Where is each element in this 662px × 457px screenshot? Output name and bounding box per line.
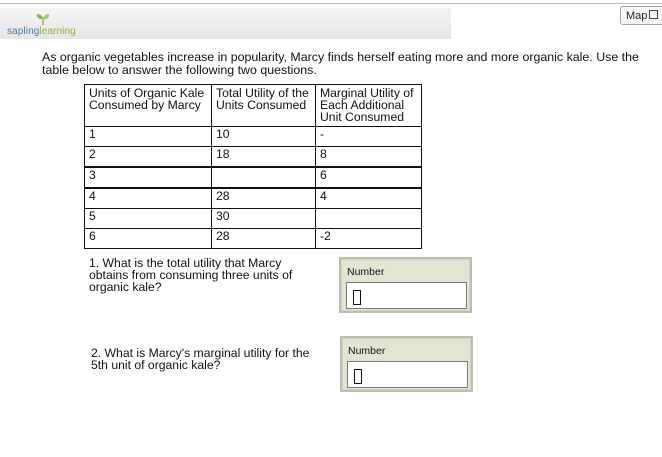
map-button-label: Map <box>626 10 648 22</box>
map-button[interactable] <box>620 6 662 25</box>
table-row <box>85 127 422 147</box>
cell-marginal: -2 <box>316 229 422 249</box>
top-divider <box>0 3 662 4</box>
table-row <box>85 167 422 188</box>
answer-label-1: Number <box>347 266 385 278</box>
sprout-icon <box>36 13 50 25</box>
cell-total: 28 <box>212 229 316 249</box>
answer-input-2[interactable] <box>347 361 468 388</box>
cell-total: 28 <box>212 188 316 209</box>
cell-units: 3 <box>85 167 212 188</box>
logo-text-sapling: sapling <box>7 26 40 37</box>
table-row <box>85 188 422 209</box>
question-2-text: 2. What is Marcy's marginal utility for the 5th unit of organic kale? <box>91 346 310 372</box>
header-total-utility: Total Utility of the Units Consumed <box>212 85 316 127</box>
cell-total: 18 <box>212 147 316 168</box>
answer-input-1[interactable] <box>346 282 467 309</box>
cell-marginal: 6 <box>316 167 422 188</box>
map-window-icon <box>649 10 658 19</box>
question-1-text: 1. What is the total utility that Marcy obtains from consuming three units of organic kale? <box>89 256 293 294</box>
logo-text-learning: learning <box>39 26 76 37</box>
cell-marginal: 8 <box>316 147 422 168</box>
cell-total <box>212 167 316 188</box>
answer-label-2: Number <box>348 345 386 357</box>
cell-units: 5 <box>85 209 212 229</box>
sapling-learning-logo <box>7 13 87 37</box>
table-header-row <box>85 85 422 127</box>
cell-marginal <box>316 209 422 229</box>
cell-marginal: - <box>316 127 422 147</box>
table-row <box>85 209 422 229</box>
answer-panel-1 <box>339 257 472 313</box>
cell-total: 30 <box>212 209 316 229</box>
cell-units: 4 <box>85 188 212 209</box>
cell-units: 1 <box>85 127 212 147</box>
cell-total: 10 <box>212 127 316 147</box>
logo-text <box>7 26 76 37</box>
header-marginal-utility: Marginal Utility of Each Additional Unit Consumed <box>316 85 422 127</box>
header-units: Units of Organic Kale Consumed by Marcy <box>85 85 212 127</box>
cell-units: 6 <box>85 229 212 249</box>
question-intro: As organic vegetables increase in popularity, Marcy finds herself eating more and more organic kale. Use the table below to answer the following two questions. <box>42 50 639 77</box>
table-row <box>85 147 422 168</box>
answer-panel-2 <box>340 336 473 392</box>
cell-units: 2 <box>85 147 212 168</box>
utility-table <box>84 84 422 249</box>
cell-marginal: 4 <box>316 188 422 209</box>
table-row <box>85 229 422 249</box>
